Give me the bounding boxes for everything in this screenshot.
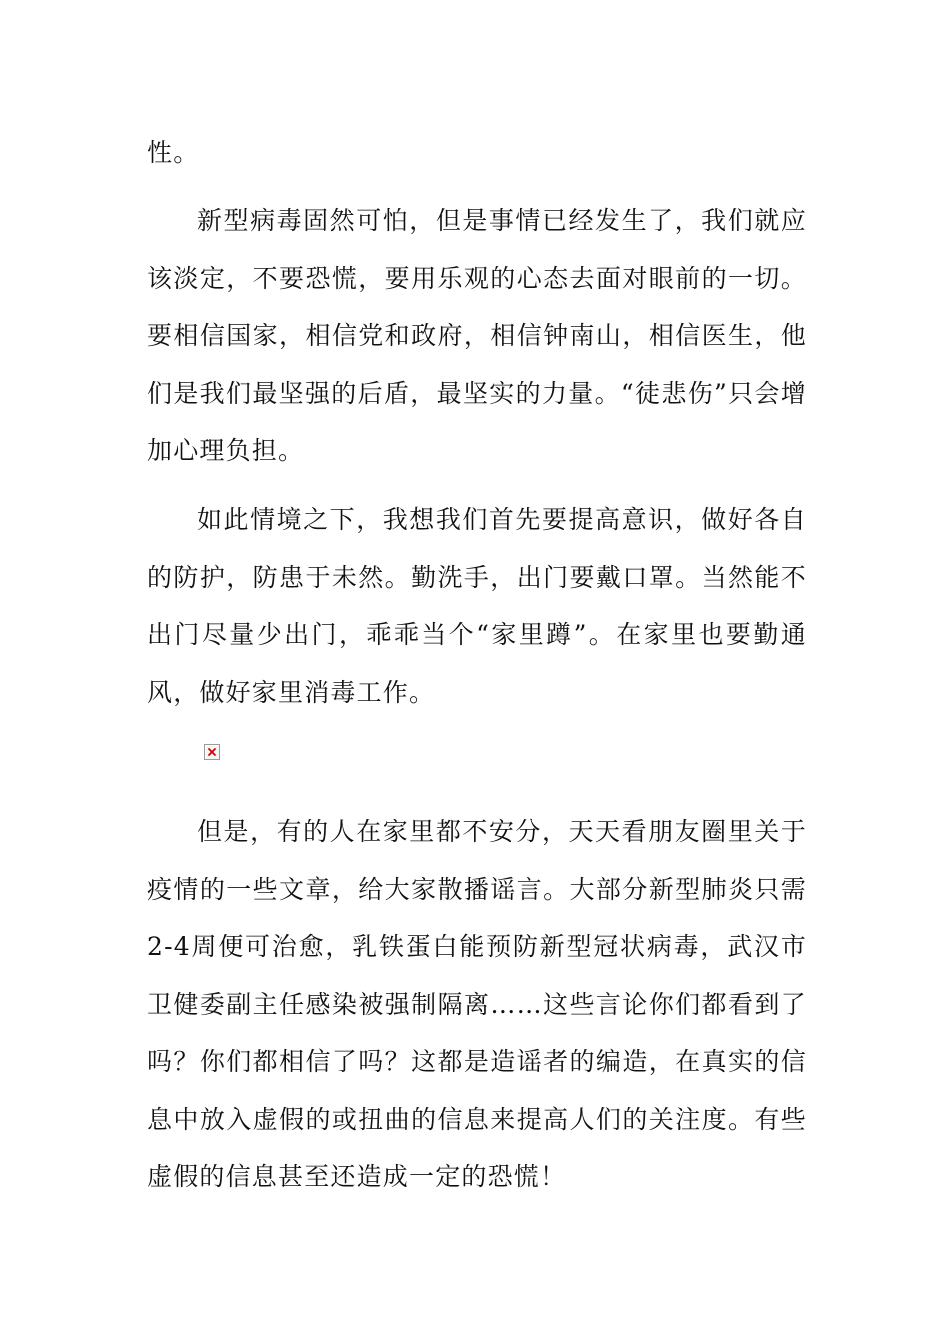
broken-image-cross-icon xyxy=(205,745,219,759)
paragraph-calm-attitude: 新型病毒固然可怕，但是事情已经发生了，我们就应该淡定，不要恐慌，要用乐观的心态去面对眼前的一切。要相信国家，相信党和政府，相信钟南山，相信医生，他们是我们最坚强的后盾，最坚实的力量。“徒悲伤”只会增加心理负担。 xyxy=(147,206,807,465)
paragraph-continuation: 性。 xyxy=(147,138,200,167)
paragraph-rumors: 但是，有的人在家里都不安分，天天看朋友圈里关于疫情的一些文章，给大家散播谣言。大部分新型肺炎只需2-4周便可治愈，乳铁蛋白能预防新型冠状病毒，武汉市卫健委副主任感染被强制隔离……这些言论你们都看到了吗？你们都相信了吗？这都是造谣者的编造，在真实的信息中放入虚假的或扭曲的信息来提高人们的关注度。有些虚假的信息甚至还造成一定的恐慌！ xyxy=(147,817,807,1191)
broken-image-icon xyxy=(204,744,220,760)
paragraph-protection: 如此情境之下，我想我们首先要提高意识，做好各自的防护，防患于未然。勤洗手，出门要戴口罩。当然能不出门尽量少出门，乖乖当个“家里蹲”。在家里也要勤通风，做好家里消毒工作。 xyxy=(147,505,807,707)
